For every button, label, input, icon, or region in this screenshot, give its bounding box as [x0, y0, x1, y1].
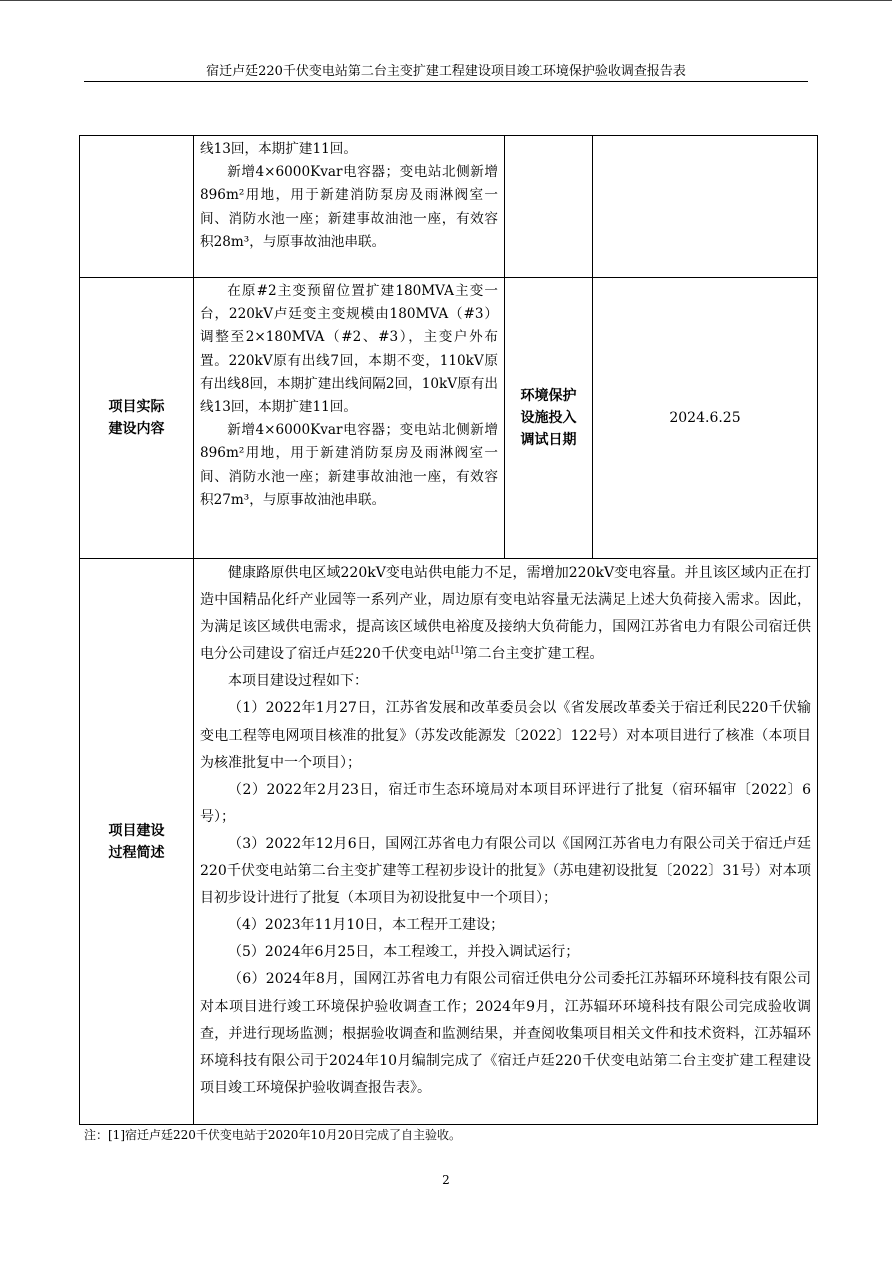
construction-process-row — [80, 559, 818, 1125]
footnote: 注：[1]宿迁卢廷220千伏变电站于2020年10月20日完成了自主验收。 — [84, 1128, 461, 1142]
header-rule — [84, 81, 808, 82]
process-lead: 本项目建设过程如下： — [228, 673, 368, 690]
construction-process-label: 项目建设 过程简述 — [80, 559, 194, 1125]
actual-construction-content — [194, 278, 505, 559]
page-number: 2 — [442, 1173, 450, 1187]
process-step: （3）2022年12月6日，国网江苏省电力有限公司以《国网江苏省电力有限公司关于宿迁卢廷220千伏变电站第二台主变扩建等工程初步设计的批复》（苏电建初设批复〔2022〕31号）对本项目初步设计进行了批复（本项目为初设批复中一个项目）； — [200, 835, 811, 907]
process-step: （2）2022年2月23日，宿迁市生态环境局对本项目环评进行了批复（宿环辐审〔2022〕6号）； — [200, 781, 811, 825]
process-step: （6）2024年8月，国网江苏省电力有限公司宿迁供电分公司委托江苏辐环环境科技有限公司对本项目进行竣工环境保护验收调查工作；2024年9月，江苏辐环环境科技有限公司完成验收调查，并进行现场监测；根据验收调查和监测结果，并查阅收集项目相关文件和技术资料，江苏辐环环境科技有限公司于2024年10月编制完成了《宿迁卢廷220千伏变电站第二台主变扩建工程建设项目竣工环境保护验收调查报告表》。 — [200, 971, 811, 1096]
continued-content-cell — [194, 136, 505, 278]
actual-paragraph-1: 在原#2主变预留位置扩建180MVA主变一台，220kV卢廷变主变规模由180MVA（#3）调整至2×180MVA（#2、#3），主变户外布置。220kV原有出线7回，本期不变，110kV原有出线8回，本期扩建出线间隔2回，10kV原有出线13回，本期扩建11回。 — [200, 283, 498, 416]
process-step: （5）2024年6月25日，本工程竣工，并投入调试运行； — [228, 944, 580, 961]
footnote-ref: [1] — [450, 645, 464, 656]
continued-paragraph: 新增4×6000Kvar电容器；变电站北侧新增896m²用地，用于新建消防泵房及雨淋阀室一间、消防水池一座；新建事故油池一座，有效容积28m³，与原事故油池串联。 — [200, 164, 498, 250]
continued-row — [80, 136, 818, 278]
construction-process-content — [194, 559, 818, 1125]
report-table — [79, 135, 818, 1125]
process-intro: 健康路原供电区域220kV变电站供电能力不足，需增加220kV变电容量。并且该区域内正在打造中国精品化纤产业园等一系列产业，周边原有变电站容量无法满足上述大负荷接入需求。因此，为满足该区域供电需求，提高该区域供电裕度及接纳大负荷能力，国网江苏省电力有限公司宿迁供电分公司建设了宿迁卢廷220千伏变电站[1]第二台主变扩建工程。 — [200, 565, 811, 663]
page-header: 宿迁卢廷220千伏变电站第二台主变扩建工程建设项目竣工环境保护验收调查报告表 — [206, 64, 686, 79]
top-border-line — [0, 0, 892, 1]
process-step: （4）2023年11月10日，本工程开工建设； — [228, 917, 505, 934]
env-commissioning-date: 2024.6.25 — [593, 278, 818, 559]
process-step: （1）2022年1月27日，江苏省发展和改革委员会以《省发展改革委关于宿迁利民220千伏输变电工程等电网项目核准的批复》（苏发改能源发〔2022〕122号）对本项目进行了核准（本项目为核准批复中一个项目）； — [200, 700, 811, 771]
continued-label-cell — [80, 136, 194, 278]
env-commissioning-label: 环境保护 设施投入 调试日期 — [505, 278, 593, 559]
continued-line: 线13回，本期扩建11回。 — [200, 141, 357, 157]
actual-construction-label: 项目实际 建设内容 — [80, 278, 194, 559]
actual-construction-row — [80, 278, 818, 559]
actual-paragraph-2: 新增4×6000Kvar电容器；变电站北侧新增896m²用地，用于新建消防泵房及雨淋阀室一间、消防水池一座；新建事故油池一座，有效容积27m³，与原事故油池串联。 — [200, 422, 498, 508]
continued-empty-cell-2 — [593, 136, 818, 278]
continued-empty-cell-1 — [505, 136, 593, 278]
